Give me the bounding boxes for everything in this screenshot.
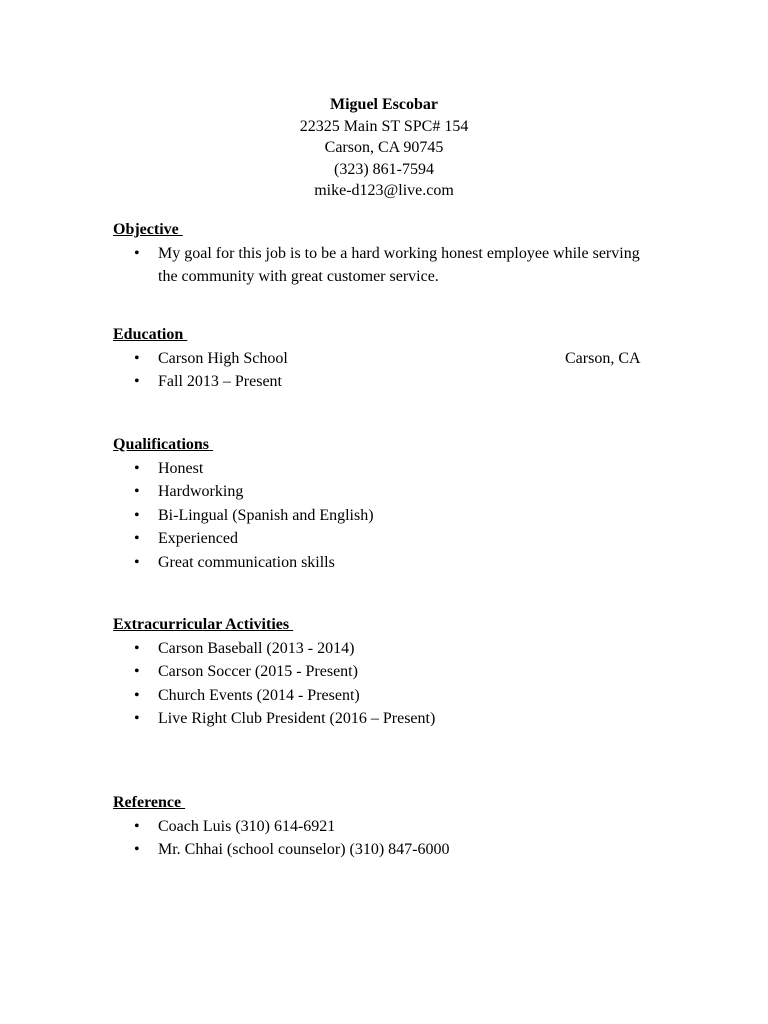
- education-section: [113, 323, 673, 394]
- list-item: • Great communication skills: [113, 551, 673, 575]
- list-item: • Carson Soccer (2015 - Present): [113, 660, 673, 684]
- contact-header: [0, 94, 768, 202]
- list-item: • Experienced: [113, 527, 673, 551]
- list-item: • Carson Baseball (2013 - 2014): [113, 637, 673, 661]
- school-name: Carson High School: [158, 349, 288, 367]
- reference-heading: Reference: [113, 794, 186, 811]
- activities-list: [113, 637, 673, 731]
- activities-section: [113, 613, 673, 731]
- education-dates-item: • Fall 2013 – Present: [113, 370, 673, 394]
- list-item: • Live Right Club President (2016 – Present): [113, 707, 673, 731]
- objective-section: [113, 218, 673, 289]
- education-list: [113, 347, 673, 394]
- objective-item: • My goal for this job is to be a hard working honest employee while serving the community with great customer service.: [113, 242, 673, 289]
- phone-number: (323) 861-7594: [334, 160, 434, 178]
- list-item: • Church Events (2014 - Present): [113, 684, 673, 708]
- education-heading: Education: [113, 326, 188, 343]
- objective-list: [113, 242, 673, 289]
- list-item: • Honest: [113, 457, 673, 481]
- email-address: mike-d123@live.com: [314, 182, 454, 199]
- reference-list: [113, 815, 673, 862]
- qualifications-section: [113, 433, 673, 574]
- applicant-name: Miguel Escobar: [330, 96, 438, 113]
- objective-heading: Objective: [113, 221, 183, 238]
- address-line-2: Carson, CA 90745: [324, 139, 444, 156]
- education-school-item: [113, 347, 673, 371]
- reference-section: [113, 791, 673, 862]
- school-location: Carson, CA: [565, 349, 641, 367]
- list-item: • Hardworking: [113, 480, 673, 504]
- address-line-1: 22325 Main ST SPC# 154: [299, 117, 469, 135]
- activities-heading: Extracurricular Activities: [113, 616, 294, 633]
- qualifications-heading: Qualifications: [113, 436, 214, 453]
- list-item: • Coach Luis (310) 614-6921: [113, 815, 673, 839]
- qualifications-list: [113, 457, 673, 575]
- list-item: • Bi-Lingual (Spanish and English): [113, 504, 673, 528]
- list-item: • Mr. Chhai (school counselor) (310) 847-6000: [113, 838, 673, 862]
